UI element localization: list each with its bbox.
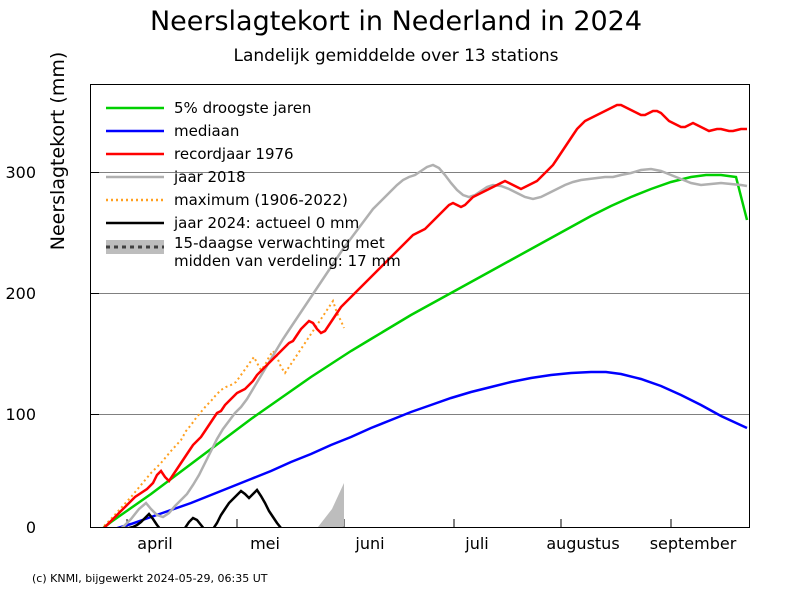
- legend-item-1976: [104, 142, 404, 165]
- legend-swatch-orange-dotted: [104, 190, 166, 210]
- legend-swatch-red: [104, 144, 166, 164]
- y-tick-200: 200: [5, 284, 36, 303]
- x-tick-mei: mei: [250, 534, 280, 553]
- y-tick-300: 300: [5, 163, 36, 182]
- y-tick-100: 100: [5, 405, 36, 424]
- legend-label-verwachting-line2: midden van verdeling: 17 mm: [174, 252, 401, 270]
- legend-item-2024: [104, 211, 404, 234]
- legend-label-mediaan: mediaan: [174, 121, 240, 140]
- legend-label-verwachting-line1: 15-daagse verwachting met: [174, 234, 385, 252]
- legend-label-maximum: maximum (1906-2022): [174, 190, 348, 209]
- legend-swatch-band: [104, 237, 166, 257]
- y-tick-marks: [91, 173, 99, 528]
- x-tick-april: april: [137, 534, 173, 553]
- page-title: Neerslagtekort in Nederland in 2024: [149, 6, 643, 37]
- legend-label-1976: recordjaar 1976: [174, 144, 294, 163]
- legend-label-verwachting: [166, 234, 401, 270]
- y-tick-0: 0: [25, 518, 36, 537]
- legend-item-5pct: [104, 96, 404, 119]
- x-tick-juni: juni: [355, 534, 385, 553]
- legend-item-verwachting: [104, 234, 404, 274]
- series-forecast-band: [304, 483, 344, 527]
- x-tick-september: september: [649, 534, 737, 553]
- x-tick-marks: [127, 519, 671, 527]
- credit-text: (c) KNMI, bijgewerkt 2024-05-29, 06:35 UT: [32, 572, 268, 585]
- legend-swatch-black: [104, 213, 166, 233]
- y-axis-label: Neerslagtekort (mm): [47, 51, 69, 251]
- legend-item-mediaan: [104, 119, 404, 142]
- legend-label-2018: jaar 2018: [174, 167, 246, 186]
- legend-label-5pct: 5% droogste jaren: [174, 98, 312, 117]
- page-subtitle: Landelijk gemiddelde over 13 stations: [233, 46, 559, 66]
- legend-item-maximum: [104, 188, 404, 211]
- legend-label-2024: jaar 2024: actueel 0 mm: [174, 213, 360, 232]
- legend-swatch-green: [104, 98, 166, 118]
- legend-swatch-grey: [104, 167, 166, 187]
- x-tick-juli: juli: [465, 534, 489, 553]
- x-tick-augustus: augustus: [546, 534, 620, 553]
- legend-item-2018: [104, 165, 404, 188]
- legend-swatch-blue: [104, 121, 166, 141]
- chart-legend: [104, 96, 404, 274]
